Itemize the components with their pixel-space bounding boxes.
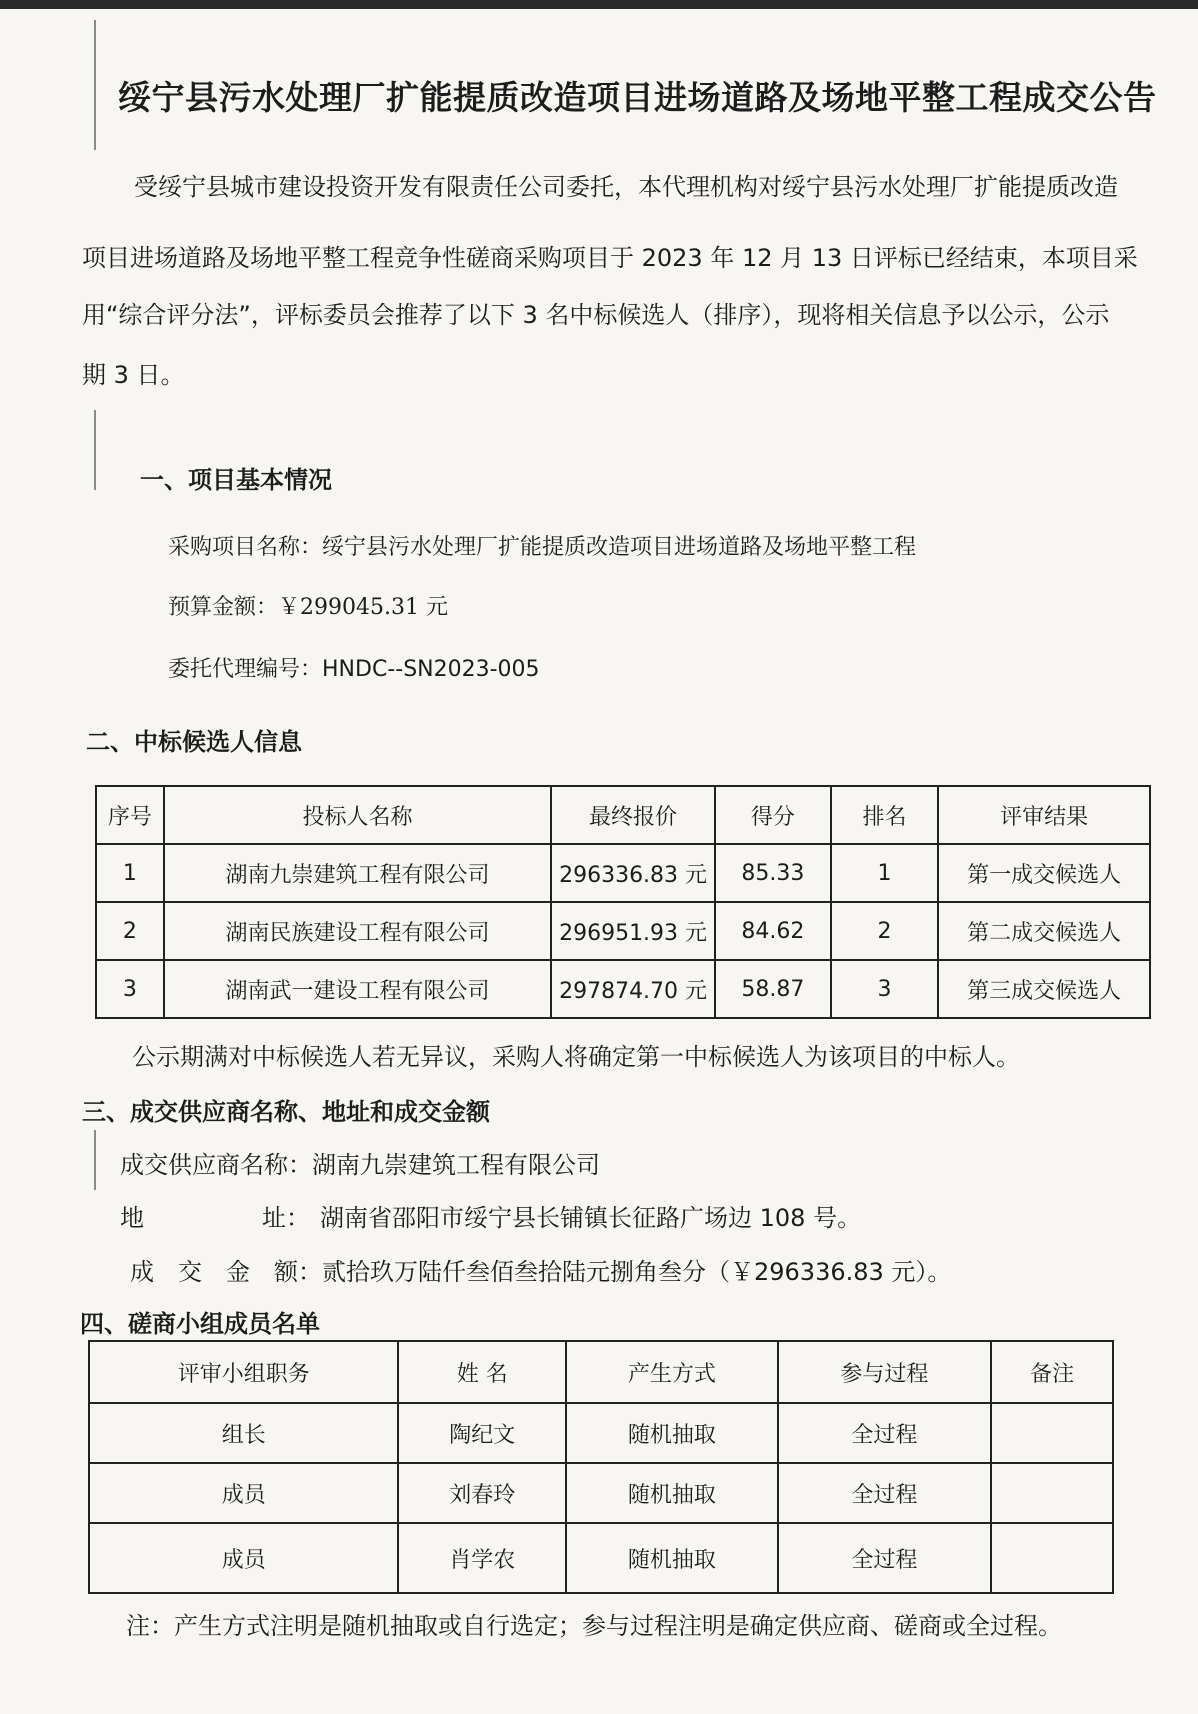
member-name: 陶纪文: [398, 1403, 566, 1463]
section-2-heading: 二、中标候选人信息: [86, 728, 302, 756]
scan-top-edge: [0, 0, 1198, 9]
column-header: 序号: [96, 786, 164, 844]
table-header-row: [96, 786, 1150, 844]
remark: [991, 1463, 1113, 1523]
score: 85.33: [715, 844, 831, 902]
participation-process: 全过程: [778, 1523, 992, 1593]
table-row: [89, 1403, 1113, 1463]
deal-amount-row: [130, 1252, 951, 1287]
binding-margin-line: [94, 410, 96, 490]
column-header: 投标人名称: [164, 786, 551, 844]
agency-no-label: 委托代理编号：: [168, 657, 323, 682]
project-name-value: 绥宁县污水处理厂扩能提质改造项目进场道路及场地平整工程: [322, 535, 917, 560]
column-header: 评审小组职务: [89, 1341, 398, 1403]
participation-process: 全过程: [778, 1463, 992, 1523]
column-header: 得分: [715, 786, 831, 844]
binding-margin-line: [94, 20, 96, 150]
column-header: 参与过程: [778, 1341, 992, 1403]
footnote: 注：产生方式注明是随机抽取或自行选定；参与过程注明是确定供应商、磋商或全过程。: [126, 1612, 1062, 1640]
publicity-note: 公示期满对中标候选人若无异议，采购人将确定第一中标候选人为该项目的中标人。: [132, 1043, 1020, 1071]
section-1-heading: 一、项目基本情况: [140, 466, 332, 494]
budget-value: ￥299045.31 元: [278, 595, 448, 620]
project-name-label: 采购项目名称：: [168, 535, 323, 560]
review-result: 第二成交候选人: [938, 902, 1150, 960]
panel-members-table: [88, 1340, 1114, 1594]
panel-role: 成员: [89, 1463, 398, 1523]
project-name-row: [168, 530, 916, 561]
column-header: 产生方式: [566, 1341, 778, 1403]
column-header: 最终报价: [551, 786, 715, 844]
final-price: 297874.70 元: [551, 960, 715, 1018]
panel-role: 组长: [89, 1403, 398, 1463]
bidder-name: 湖南武一建设工程有限公司: [164, 960, 551, 1018]
deal-amount-value: 贰拾玖万陆仟叁佰叁拾陆元捌角叁分（￥296336.83 元）。: [322, 1258, 952, 1286]
supplier-name-row: [120, 1145, 600, 1180]
intro-line-4: 期 3 日。: [82, 361, 185, 389]
page-title: 绥宁县污水处理厂扩能提质改造项目进场道路及场地平整工程成交公告: [118, 78, 1157, 117]
agency-no-row: [168, 652, 540, 683]
final-price: 296951.93 元: [551, 902, 715, 960]
column-header: 备注: [991, 1341, 1113, 1403]
column-header: 评审结果: [938, 786, 1150, 844]
review-result: 第三成交候选人: [938, 960, 1150, 1018]
address-label-start: 地: [120, 1204, 144, 1232]
table-row: [96, 844, 1150, 902]
supplier-name-label: 成交供应商名称：: [120, 1151, 312, 1179]
remark: [991, 1403, 1113, 1463]
table-row: [96, 960, 1150, 1018]
supplier-name-value: 湖南九崇建筑工程有限公司: [312, 1151, 600, 1179]
row-number: 3: [96, 960, 164, 1018]
intro-line-3: 用“综合评分法”，评标委员会推荐了以下 3 名中标候选人（排序），现将相关信息予以公示，公示: [82, 301, 1110, 329]
panel-role: 成员: [89, 1523, 398, 1593]
address-label-end: 址：: [262, 1204, 310, 1232]
binding-margin-line: [94, 1130, 96, 1190]
score: 58.87: [715, 960, 831, 1018]
column-header: 姓 名: [398, 1341, 566, 1403]
budget-row: [168, 590, 448, 621]
selection-method: 随机抽取: [566, 1403, 778, 1463]
member-name: 刘春玲: [398, 1463, 566, 1523]
final-price: 296336.83 元: [551, 844, 715, 902]
section-4-heading: 四、磋商小组成员名单: [80, 1310, 320, 1338]
intro-line-2: 项目进场道路及场地平整工程竞争性磋商采购项目于 2023 年 12 月 13 日评标已经结束，本项目采: [82, 244, 1138, 272]
agency-no-value: HNDC--SN2023-005: [322, 657, 540, 682]
participation-process: 全过程: [778, 1403, 992, 1463]
table-row: [96, 902, 1150, 960]
intro-line-1: 受绥宁县城市建设投资开发有限责任公司委托，本代理机构对绥宁县污水处理厂扩能提质改造: [134, 173, 1118, 201]
column-header: 排名: [831, 786, 939, 844]
table-row: [89, 1463, 1113, 1523]
table-header-row: [89, 1341, 1113, 1403]
bidder-name: 湖南九崇建筑工程有限公司: [164, 844, 551, 902]
section-3-heading: 三、成交供应商名称、地址和成交金额: [82, 1098, 490, 1126]
supplier-address-row: [120, 1198, 861, 1233]
row-number: 1: [96, 844, 164, 902]
candidates-table: [95, 785, 1151, 1019]
member-name: 肖学农: [398, 1523, 566, 1593]
selection-method: 随机抽取: [566, 1463, 778, 1523]
score: 84.62: [715, 902, 831, 960]
remark: [991, 1523, 1113, 1593]
table-row: [89, 1523, 1113, 1593]
rank: 3: [831, 960, 939, 1018]
budget-label: 预算金额：: [168, 595, 279, 620]
deal-amount-label: 成 交 金 额：: [130, 1258, 322, 1286]
bidder-name: 湖南民族建设工程有限公司: [164, 902, 551, 960]
row-number: 2: [96, 902, 164, 960]
selection-method: 随机抽取: [566, 1523, 778, 1593]
rank: 2: [831, 902, 939, 960]
rank: 1: [831, 844, 939, 902]
supplier-address-value: 湖南省邵阳市绥宁县长铺镇长征路广场边 108 号。: [320, 1204, 862, 1232]
review-result: 第一成交候选人: [938, 844, 1150, 902]
